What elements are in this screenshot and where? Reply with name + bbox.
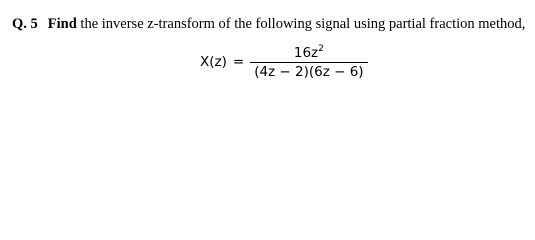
question-prompt-text: the inverse z-transform of the following signal using partial fraction method,	[76, 16, 526, 32]
fraction	[250, 45, 367, 80]
equals-sign: =	[232, 54, 245, 70]
fraction-numerator	[290, 45, 328, 62]
transfer-function-equation	[200, 40, 368, 84]
question-number: Q. 5	[12, 16, 38, 32]
numerator-base: 16z	[293, 44, 319, 61]
numerator-exponent: 2	[318, 43, 324, 54]
question-statement	[12, 15, 525, 33]
question-prompt-keyword: Find	[47, 16, 77, 32]
equation-lhs: X(z)	[200, 54, 227, 70]
fraction-denominator: (4z − 2)(6z − 6)	[254, 63, 364, 80]
